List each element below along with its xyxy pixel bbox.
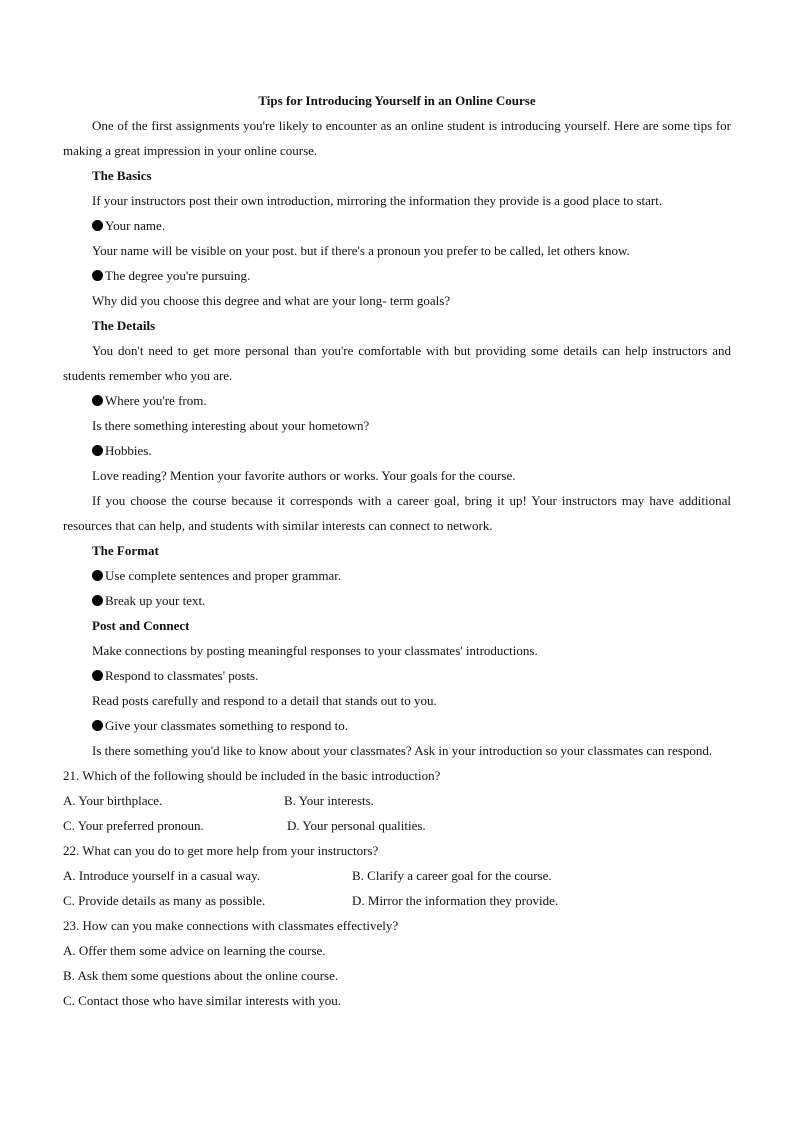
option-d[interactable]: D. Your personal qualities.: [287, 818, 426, 833]
basics-paragraph-2: Your name will be visible on your post. but if there's a pronoun you prefer to be called, let others know.: [92, 243, 630, 258]
bullet-dot-icon: [92, 720, 103, 731]
bullet-text: Respond to classmates' posts.: [105, 668, 259, 683]
connect-paragraph-2: Read posts carefully and respond to a detail that stands out to you.: [92, 693, 437, 708]
bullet-item: [63, 213, 731, 238]
basics-paragraph-3: Why did you choose this degree and what are your long- term goals?: [92, 293, 451, 308]
bullet-item: [63, 388, 731, 413]
section-heading-format: The Format: [92, 543, 159, 558]
option-c[interactable]: C. Contact those who have similar interests with you.: [63, 993, 342, 1008]
option-b[interactable]: B. Your interests.: [284, 793, 374, 808]
details-paragraph-4: If you choose the course because it corresponds with a career goal, bring it up! Your instructors may have additional resources that can help, and students with similar interests can connect to network.: [63, 493, 731, 533]
bullet-text: Where you're from.: [105, 393, 207, 408]
option-c[interactable]: C. Your preferred pronoun.: [63, 818, 204, 833]
bullet-item: [63, 263, 731, 288]
connect-paragraph-1: Make connections by posting meaningful responses to your classmates' introductions.: [92, 643, 538, 658]
bullet-text: Give your classmates something to respond to.: [105, 718, 348, 733]
article-title: Tips for Introducing Yourself in an Online Course: [258, 93, 536, 108]
bullet-item: [63, 663, 731, 688]
bullet-text: Break up your text.: [105, 593, 206, 608]
intro-paragraph: One of the first assignments you're likely to encounter as an online student is introducing yourself. Here are some tips for making a great impression in your online course.: [63, 118, 731, 158]
basics-paragraph-1: If your instructors post their own introduction, mirroring the information they provide is a good place to start.: [92, 193, 663, 208]
details-paragraph-3: Love reading? Mention your favorite authors or works. Your goals for the course.: [92, 468, 516, 483]
question-stem: 23. How can you make connections with classmates effectively?: [63, 918, 399, 933]
question-options-row: [63, 788, 731, 813]
question-options-row: [63, 863, 731, 888]
bullet-dot-icon: [92, 670, 103, 681]
bullet-text: Hobbies.: [105, 443, 152, 458]
section-heading-connect: Post and Connect: [92, 618, 190, 633]
bullet-item: [63, 563, 731, 588]
bullet-text: Your name.: [105, 218, 166, 233]
bullet-dot-icon: [92, 570, 103, 581]
bullet-dot-icon: [92, 445, 103, 456]
section-heading-basics: The Basics: [92, 168, 152, 183]
section-heading-details: The Details: [92, 318, 156, 333]
connect-paragraph-3: Is there something you'd like to know about your classmates? Ask in your introduction so your classmates can respond.: [92, 743, 713, 758]
bullet-text: Use complete sentences and proper grammar.: [105, 568, 342, 583]
details-paragraph-1: You don't need to get more personal than you're comfortable with but providing some details can help instructors and students remember who you are.: [63, 343, 731, 383]
document-page: [63, 88, 731, 1013]
option-a[interactable]: A. Offer them some advice on learning the course.: [63, 943, 326, 958]
option-b[interactable]: B. Clarify a career goal for the course.: [352, 868, 552, 883]
question-stem: 21. Which of the following should be included in the basic introduction?: [63, 768, 441, 783]
option-a[interactable]: A. Your birthplace.: [63, 793, 163, 808]
bullet-dot-icon: [92, 595, 103, 606]
option-b[interactable]: B. Ask them some questions about the online course.: [63, 968, 339, 983]
question-options-row: [63, 813, 731, 838]
bullet-dot-icon: [92, 270, 103, 281]
details-paragraph-2: Is there something interesting about your hometown?: [92, 418, 370, 433]
option-c[interactable]: C. Provide details as many as possible.: [63, 893, 266, 908]
option-d[interactable]: D. Mirror the information they provide.: [352, 893, 559, 908]
bullet-item: [63, 713, 731, 738]
bullet-dot-icon: [92, 220, 103, 231]
bullet-item: [63, 588, 731, 613]
bullet-item: [63, 438, 731, 463]
option-a[interactable]: A. Introduce yourself in a casual way.: [63, 868, 260, 883]
bullet-text: The degree you're pursuing.: [105, 268, 251, 283]
bullet-dot-icon: [92, 395, 103, 406]
question-options-row: [63, 888, 731, 913]
question-stem: 22. What can you do to get more help from your instructors?: [63, 843, 379, 858]
